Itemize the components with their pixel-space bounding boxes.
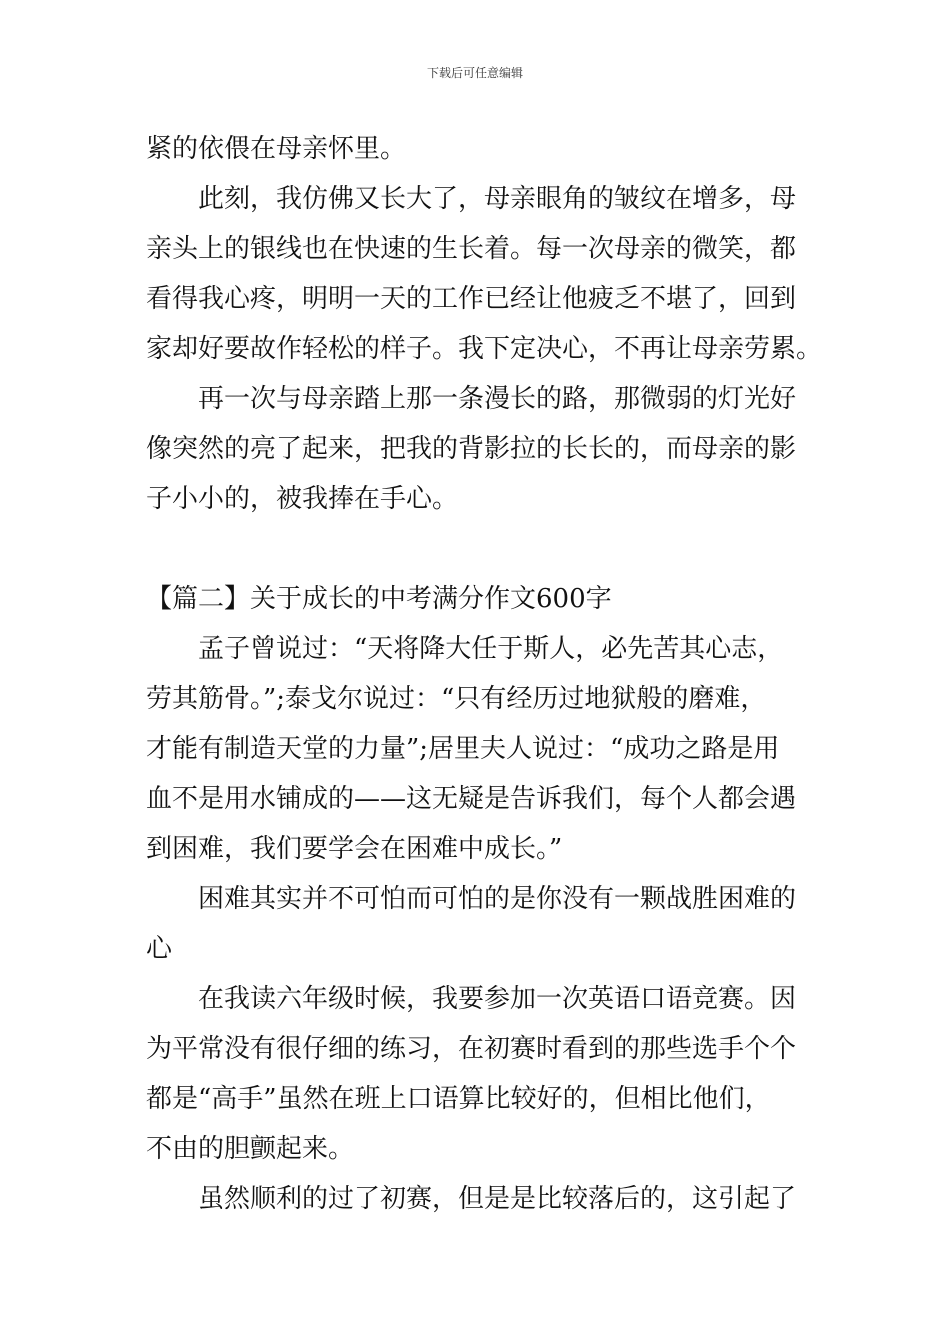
page-header: 下载后可任意编辑: [426, 66, 523, 80]
paragraph-line: 不由的胆颤起来。: [146, 1134, 355, 1164]
paragraph-line: 亲头上的银线也在快速的生长着。每一次母亲的微笑，都: [146, 234, 797, 264]
paragraph-line: 紧的依偎在母亲怀里。: [146, 134, 407, 164]
paragraph-line: 到困难，我们要学会在困难中成长。”: [146, 834, 563, 864]
paragraph-line: 劳其筋骨。”;泰戈尔说过：“只有经历过地狱般的磨难，: [146, 684, 767, 714]
paragraph-line: 再一次与母亲踏上那一条漫长的路，那微弱的灯光好: [198, 384, 797, 414]
paragraph-line: 心: [146, 934, 173, 964]
paragraph-line: 子小小的，被我捧在手心。: [146, 484, 459, 514]
paragraph-line: 都是“高手”虽然在班上口语算比较好的，但相比他们，: [146, 1084, 771, 1114]
paragraph-line: 才能有制造天堂的力量”;居里夫人说过：“成功之路是用: [146, 734, 780, 764]
paragraph-line: 此刻，我仿佛又长大了，母亲眼角的皱纹在增多，母: [198, 184, 797, 214]
paragraph-line: 在我读六年级时候，我要参加一次英语口语竞赛。因: [198, 984, 797, 1014]
paragraph-line: 家却好要故作轻松的样子。我下定决心，不再让母亲劳累。: [146, 334, 823, 364]
paragraph-line: 为平常没有很仔细的练习，在初赛时看到的那些选手个个: [146, 1034, 797, 1064]
paragraph-line: 孟子曾说过：“天将降大任于斯人，必先苦其心志，: [198, 634, 784, 664]
paragraph-line: 虽然顺利的过了初赛，但是是比较落后的，这引起了: [198, 1184, 797, 1214]
paragraph-line: 看得我心疼，明明一天的工作已经让他疲乏不堪了，回到: [146, 284, 797, 314]
paragraph-line: 血不是用水铺成的——这无疑是告诉我们，每个人都会遇: [146, 784, 797, 814]
paragraph-line: 困难其实并不可怕而可怕的是你没有一颗战胜困难的: [198, 884, 797, 914]
paragraph-line: 像突然的亮了起来，把我的背影拉的长长的，而母亲的影: [146, 434, 797, 464]
section-heading: 【篇二】关于成长的中考满分作文600字: [146, 584, 612, 614]
